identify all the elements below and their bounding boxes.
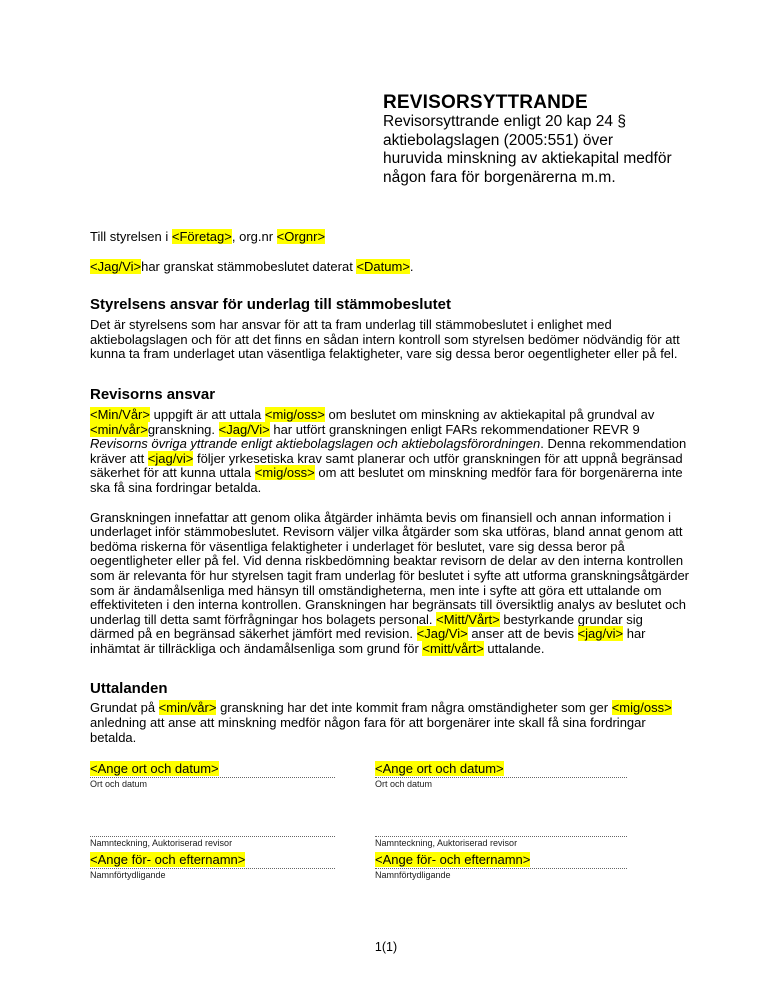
- paragraph-styrelsens-ansvar: [90, 318, 690, 362]
- text-segment: Det är styrelsens som har ansvar för att ta fram underlag till stämmobeslutet i enlighet med aktiebolagslagen och för att det finns en sådan intern kontroll som styrelsen bedömer nödvändig för att kunna ta fram underlaget utan väsentliga felaktigheter, vare sig dessa beror oegentligheter eller på fel.: [90, 317, 680, 362]
- document-header: [383, 92, 717, 187]
- text-segment: har granskat stämmobeslutet daterat: [141, 258, 357, 274]
- paragraph-uttalanden: [90, 701, 690, 745]
- page-number: 1(1): [374, 940, 398, 954]
- text-segment: om att beslutet om minskning medför fara för borgenärerna inte ska få sina fordringar betalda.: [90, 465, 683, 495]
- placeholder-field[interactable]: <Orgnr>: [276, 229, 326, 244]
- signature-caption-right: Namnteckning, Auktoriserad revisor: [375, 838, 518, 849]
- placeholder-field[interactable]: <Företag>: [171, 229, 232, 244]
- text-segment: uttalande.: [483, 640, 545, 656]
- placeholder-field[interactable]: <mig/oss>: [611, 700, 672, 716]
- placeholder-field[interactable]: <min/vår>: [158, 700, 217, 716]
- name-field-right: [375, 852, 627, 869]
- placeholder-field[interactable]: <Mitt/Vårt>: [436, 611, 500, 627]
- intro-recipient-line: [90, 230, 690, 245]
- document-subtitle-line: huruvida minskning av aktiekapital medför: [383, 150, 672, 167]
- text-segment: anledning att anse att minskning medför någon fara för att borgenärer inte skall få sina fordringar betalda.: [90, 715, 646, 745]
- name-placeholder-left[interactable]: <Ange för- och efternamn>: [90, 852, 246, 868]
- placeholder-field[interactable]: <jag/vi>: [577, 626, 624, 642]
- signature-column-right-ort: [375, 761, 627, 790]
- ort-datum-field-left: [90, 761, 335, 778]
- text-segment: anser att de bevis: [467, 626, 578, 642]
- section-heading-uttalanden: Uttalanden: [90, 680, 168, 698]
- text-segment: har inhämtat är tillräckliga och ändamålsenliga som grund för: [90, 626, 646, 656]
- signature-line-left[interactable]: [90, 790, 335, 837]
- signature-column-left-ort: [90, 761, 335, 790]
- document-subtitle-line: aktiebolagslagen (2005:551) över: [383, 131, 614, 149]
- text-segment: , org.nr: [231, 229, 277, 244]
- text-segment: Granskningen innefattar att genom olika åtgärder inhämta bevis om finansiell och annan information i underlaget inför stämmobeslutet. Revisorn väljer vilka åtgärder som ska utföras, bland annat genom att bedöma riskerna för väsentliga felaktigheter i underlaget för beslutet, vare sig dessa beror på oegentligheter eller på fel. Vid denna riskbedömning beaktar revisorn de delar av den interna kontrollen som är relevanta för hur styrelsen tagit fram underlag för beslutet i syfte att utforma granskningsåtgärder som är ändamålsenliga med hänsyn till omständigheterna, men inte i syfte att göra ett uttalande om effektiviteten i den interna kontrollen. Granskningen har begränsats till översiktlig analys av beslutet och underlag till detta samt förfrågningar hos bolagets personal.: [90, 509, 690, 627]
- text-segment: .: [409, 258, 414, 274]
- placeholder-field[interactable]: <mig/oss>: [254, 465, 315, 481]
- signature-column-right-name: [375, 790, 627, 881]
- placeholder-field[interactable]: <Min/Vår>: [90, 406, 150, 422]
- placeholder-field[interactable]: <mitt/vårt>: [422, 640, 484, 656]
- ort-datum-caption-left: Ort och datum: [90, 779, 148, 790]
- paragraph-revisorns-ansvar-1: [90, 408, 690, 496]
- text-segment: bestyrkande grundar sig därmed på en begränsad säkerhet jämfört med revision.: [90, 611, 643, 642]
- signature-row-ort-datum: [90, 761, 690, 790]
- document-title: REVISORSYTTRANDE: [383, 92, 588, 113]
- document-subtitle: [383, 113, 717, 187]
- ort-datum-placeholder-right[interactable]: <Ange ort och datum>: [375, 761, 504, 777]
- section-heading-revisorns-ansvar: Revisorns ansvar: [90, 385, 216, 403]
- ort-datum-field-right: [375, 761, 627, 778]
- document-subtitle-line: någon fara för borgenärerna m.m.: [383, 168, 616, 186]
- paragraph-revisorns-ansvar-2: [90, 511, 690, 657]
- text-segment: granskning.: [147, 421, 219, 437]
- text-segment: Grundat på: [90, 700, 159, 716]
- text-segment: Till styrelsen i: [90, 229, 172, 244]
- placeholder-field[interactable]: <Datum>: [356, 258, 410, 274]
- signature-row-names: [90, 790, 690, 881]
- text-segment: uppgift är att uttala: [149, 406, 265, 422]
- placeholder-field[interactable]: <min/vår>: [90, 421, 148, 437]
- name-field-left: [90, 852, 335, 869]
- name-placeholder-right[interactable]: <Ange för- och efternamn>: [375, 852, 531, 868]
- text-segment: Revisorns övriga yttrande enligt aktiebolagslagen och aktiebolagsförordningen: [90, 436, 541, 452]
- text-segment: om beslutet om minskning av aktiekapital på grundval av: [324, 406, 655, 422]
- placeholder-field[interactable]: <mig/oss>: [264, 406, 325, 422]
- text-segment: granskning har det inte kommit fram några omständigheter som ger: [216, 700, 612, 716]
- ort-datum-placeholder-left[interactable]: <Ange ort och datum>: [90, 761, 219, 777]
- ort-datum-caption-right: Ort och datum: [375, 779, 433, 790]
- placeholder-field[interactable]: <Jag/Vi>: [416, 626, 468, 642]
- section-heading-styrelsens-ansvar: Styrelsens ansvar för underlag till stämmobeslutet: [90, 296, 451, 314]
- intro-review-line: [90, 260, 690, 275]
- placeholder-field[interactable]: <Jag/Vi>: [90, 258, 142, 274]
- document-subtitle-line: Revisorsyttrande enligt 20 kap 24 §: [383, 113, 626, 130]
- placeholder-field[interactable]: <Jag/Vi>: [218, 421, 270, 437]
- signature-column-left-name: [90, 790, 335, 881]
- name-caption-left: Namnförtydligande: [90, 870, 166, 881]
- name-caption-right: Namnförtydligande: [375, 870, 451, 881]
- placeholder-field[interactable]: <jag/vi>: [147, 450, 194, 466]
- text-segment: . Denna rekommendation kräver att: [90, 436, 687, 466]
- text-segment: har utfört granskningen enligt FARs rekommendationer REVR 9: [269, 421, 640, 437]
- text-segment: följer yrkesetiska krav samt planerar och utför granskningen för att uppnå begränsad säkerhet för att kunna uttala: [90, 450, 683, 481]
- signature-line-right[interactable]: [375, 790, 627, 837]
- signature-caption-left: Namnteckning, Auktoriserad revisor: [90, 838, 233, 849]
